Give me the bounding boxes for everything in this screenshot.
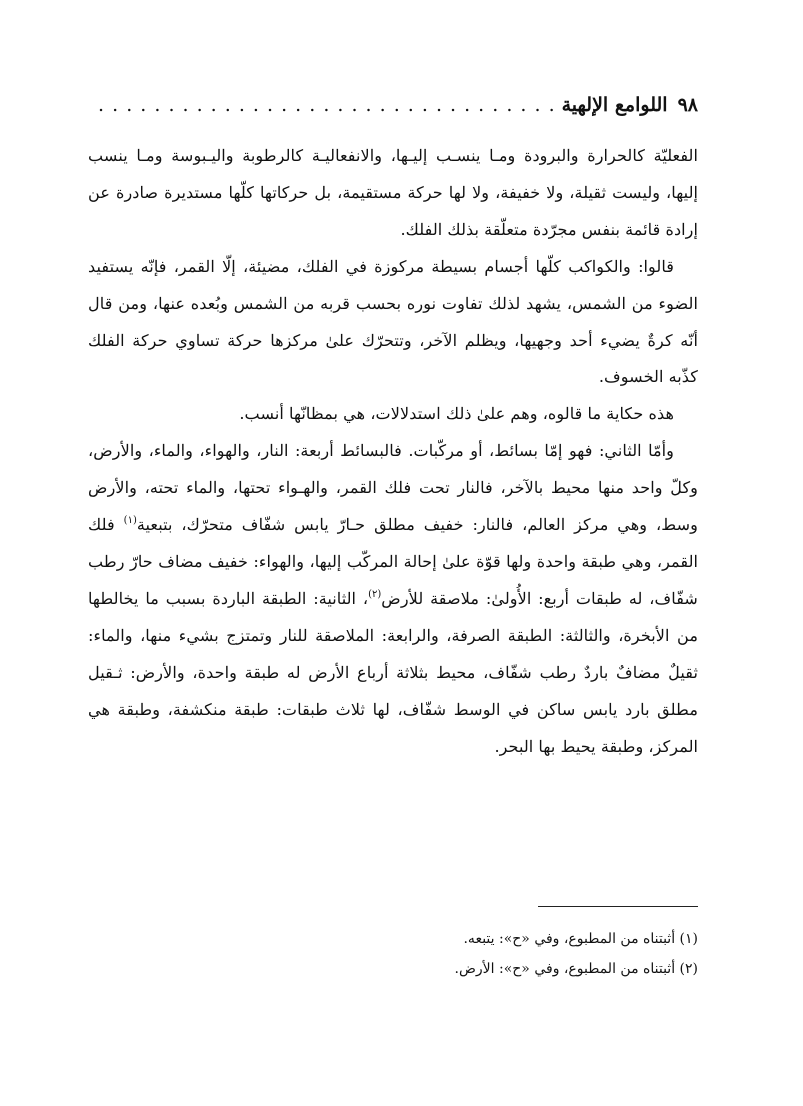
body-text — [88, 138, 698, 765]
footnote-marker: (٢) — [368, 588, 382, 600]
running-title: اللوامع الإلهية — [561, 94, 668, 116]
footnote: (١) أثبتناه من المطبوع، وفي «ح»: يتبعه. — [463, 931, 698, 947]
dot-leader — [94, 94, 556, 116]
paragraph: هذه حكاية ما قالوه، وهم علىٰ ذلك استدلالات، هي بمظانّها أنسب. — [239, 404, 674, 424]
paragraph: قالوا: والكواكب كلّها أجسام بسيطة مركوزة في الفلك، مضيئة، إلّا القمر، فإنّه يستفيد الضوء من الشمس، يشهد لذلك تفاوت نوره بحسب قربه من الشمس وبُعده عنها، ومن قال أنّه كرةٌ يضيء أحد وجهيها، ويظلم الآخر، وتتحرّك علىٰ مركزها حركة تساوي حركة الفلك كذّبه الخسوف. — [88, 256, 698, 387]
paragraph: الفعليّة كالحرارة والبرودة ومـا ينسـب إليـها، والانفعاليـة كالرطوبة واليـبوسة ومـا ينسب إليها، وليست ثقيلة، ولا خفيفة، ولا لها حركة مستقيمة، بل حركاتها كلّها مستديرة صادرة عن إرادة قائمة بنفس مجرّدة متعلّقة بذلك الفلك. — [88, 146, 698, 239]
page-number: ٩٨ — [677, 94, 698, 116]
page-header — [88, 94, 698, 124]
paragraph-text: فلك القمر، وهي طبقة واحدة ولها قوّة علىٰ إحالة المركّب إليها، والهواء: خفيف مضاف حارّ رطب شفّاف، له طبقات أربع: الأُولىٰ: ملاصقة للأرض — [88, 515, 698, 608]
footnote-marker: (١) — [123, 515, 137, 527]
footnote: (٢) أثبتناه من المطبوع، وفي «ح»: الأرض. — [454, 961, 698, 977]
paragraph-text: وأمّا الثاني: فهو إمّا بسائط، أو مركّبات. فالبسائط أربعة: النار، والهواء، والماء، والأرض، وكلّ واحد منها محيط بالآخر، فالنار تحت فلك القمر، والهـواء تحتها، والماء تحته، والأرض وسط، وهي مركز العالم، فالنار: خفيف مطلق حـارّ يابس شفّاف متحرّك، بتبعية — [88, 441, 698, 535]
footnotes — [88, 924, 698, 984]
footnote-divider — [538, 906, 698, 907]
paragraph — [88, 433, 698, 765]
paragraph-text: ، الثانية: الطبقة الباردة بسبب ما يخالطها من الأبخرة، والثالثة: الطبقة الصرفة، والرابعة: الملاصقة للنار وتمتزج بشيء منها، والماء: ثقيلٌ مضافٌ باردٌ رطب شفّاف، محيط بثلاثة أرباع الأرض له طبقة واحدة، والأرض: ثـقيل مطلق بارد يابس ساكن في الوسط شفّاف، لها ثلاث طبقات: طبقة منكشفة، وطبقة هي المركز، وطبقة يحيط بها البحر. — [88, 588, 698, 756]
